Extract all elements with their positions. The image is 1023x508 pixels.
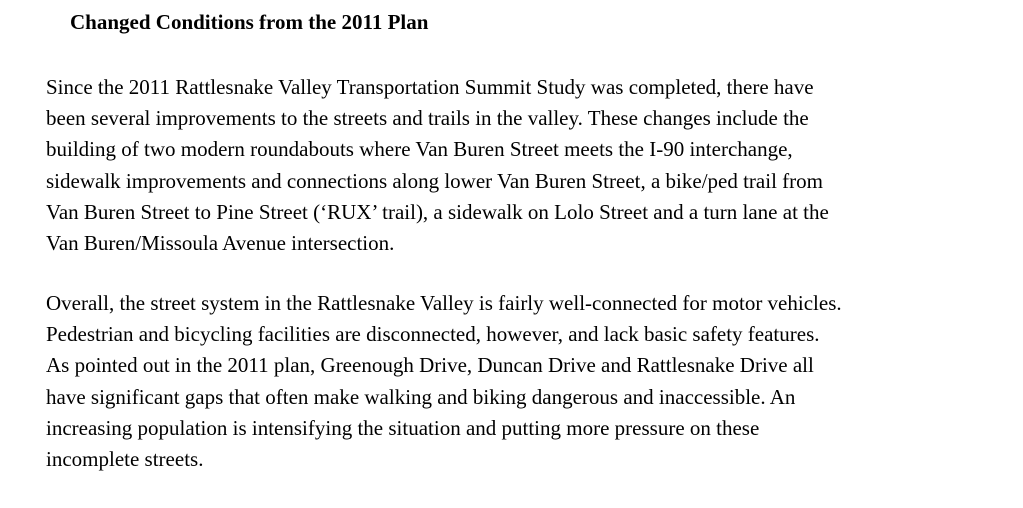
paragraph-line: Pedestrian and bicycling facilities are disconnected, however, and lack basic safety features. xyxy=(46,322,820,347)
paragraph-line: incomplete streets. xyxy=(46,447,204,472)
paragraph-line: As pointed out in the 2011 plan, Greenough Drive, Duncan Drive and Rattlesnake Drive all xyxy=(46,353,814,378)
paragraph-line: sidewalk improvements and connections along lower Van Buren Street, a bike/ped trail from xyxy=(46,168,823,193)
paragraph-overall xyxy=(46,288,842,475)
paragraph-changes xyxy=(46,72,829,259)
paragraph-line: have significant gaps that often make walking and biking dangerous and inaccessible. An xyxy=(46,384,796,409)
paragraph-line: building of two modern roundabouts where Van Buren Street meets the I-90 interchange, xyxy=(46,137,793,162)
section-heading: Changed Conditions from the 2011 Plan xyxy=(70,10,429,34)
paragraph-line: Van Buren Street to Pine Street (‘RUX’ trail), a sidewalk on Lolo Street and a turn lane at the xyxy=(46,199,829,224)
paragraph-line: Since the 2011 Rattlesnake Valley Transportation Summit Study was completed, there have xyxy=(46,75,814,99)
paragraph-line: increasing population is intensifying the situation and putting more pressure on these xyxy=(46,415,760,440)
paragraph-line: Overall, the street system in the Rattlesnake Valley is fairly well-connected for motor vehicles. xyxy=(46,291,842,315)
paragraph-line: Van Buren/Missoula Avenue intersection. xyxy=(46,231,395,256)
paragraph-line: been several improvements to the streets and trails in the valley. These changes include the xyxy=(46,106,809,131)
